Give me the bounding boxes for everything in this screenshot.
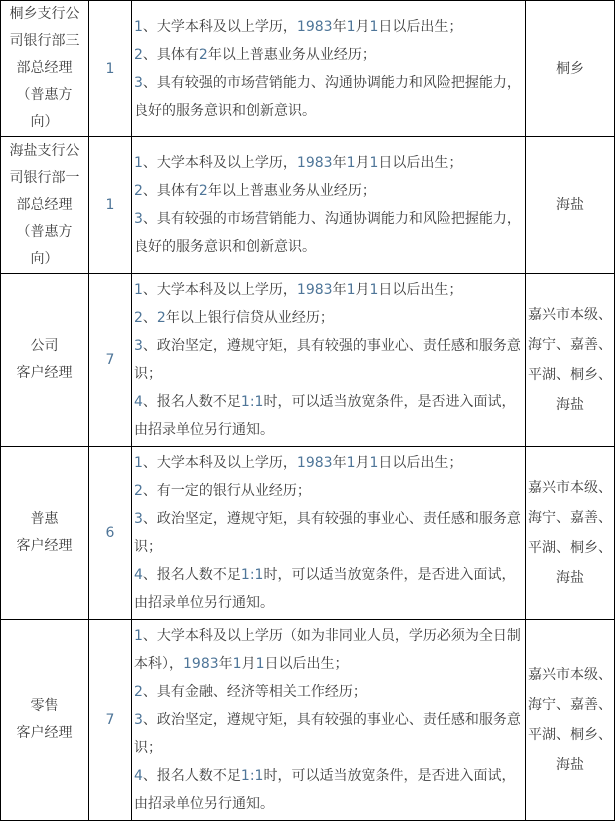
headcount-cell: [89, 274, 132, 447]
location-cell: [526, 620, 615, 821]
requirements-cell: [132, 447, 526, 620]
headcount-cell: [89, 447, 132, 620]
table-row: [1, 137, 615, 274]
requirements-text: 1、大学本科及以上学历，1983年1月1日以后出生； 2、有一定的银行从业经历； 3、政治坚定，遵规守矩，具有较强的事业心、责任感和服务意识； 4、报名人数不足1:1时，可以适当放宽条件，是否进入面试，由招录单位另行通知。: [134, 455, 521, 611]
position-text: 零售 客户经理: [16, 698, 73, 741]
headcount-value: 7: [105, 712, 115, 728]
headcount-value: 7: [105, 352, 115, 368]
location-cell: [526, 1, 615, 137]
headcount-cell: [89, 620, 132, 821]
table-row: [1, 274, 615, 447]
location-cell: [526, 137, 615, 274]
headcount-cell: [89, 137, 132, 274]
headcount-value: 1: [105, 60, 115, 77]
requirements-cell: [132, 1, 526, 137]
requirements-cell: [132, 620, 526, 821]
position-text: 普惠 客户经理: [16, 511, 73, 554]
position-cell: [1, 137, 89, 274]
position-cell: [1, 447, 89, 620]
location-text: 海盐: [556, 197, 584, 213]
location-cell: [526, 447, 615, 620]
requirements-text: 1、大学本科及以上学历（如为非同业人员，学历必须为全日制本科），1983年1月1日以后出生； 2、具有金融、经济等相关工作经历； 3、政治坚定，遵规守矩，具有较强的事业心、责任感和服务意识； 4、报名人数不足1:1时，可以适当放宽条件，是否进入面试，由招录单位另行通知。: [134, 628, 521, 812]
table-row: [1, 620, 615, 821]
requirements-cell: [132, 137, 526, 274]
location-cell: [526, 274, 615, 447]
position-cell: [1, 1, 89, 137]
position-text: 公司 客户经理: [16, 338, 73, 381]
headcount-cell: [89, 1, 132, 137]
table-row: [1, 447, 615, 620]
headcount-value: 1: [105, 197, 115, 213]
requirements-text: 1、大学本科及以上学历，1983年1月1日以后出生； 2、2年以上银行信贷从业经历； 3、政治坚定，遵规守矩，具有较强的事业心、责任感和服务意识； 4、报名人数不足1:1时，可以适当放宽条件，是否进入面试，由招录单位另行通知。: [134, 282, 521, 438]
position-cell: [1, 274, 89, 447]
table-row: [1, 1, 615, 137]
location-text: 嘉兴市本级、 海宁、嘉善、 平湖、桐乡、 海盐: [528, 480, 612, 586]
position-text: 海盐支行公 司银行部一 部总经理 （普惠方 向）: [9, 142, 80, 267]
headcount-value: 6: [105, 525, 115, 541]
location-text: 嘉兴市本级、 海宁、嘉善、 平湖、桐乡、 海盐: [528, 307, 612, 413]
position-text: 桐乡支行公 司银行部三 部总经理 （普惠方 向）: [9, 6, 80, 130]
requirements-cell: [132, 274, 526, 447]
location-text: 嘉兴市本级、 海宁、嘉善、 平湖、桐乡、 海盐: [528, 667, 612, 773]
requirements-text: 1、大学本科及以上学历，1983年1月1日以后出生； 2、具体有2年以上普惠业务从业经历； 3、具有较强的市场营销能力、沟通协调能力和风险把握能力，良好的服务意识和创新意识。: [134, 155, 521, 255]
requirements-text: 1、大学本科及以上学历，1983年1月1日以后出生； 2、具体有2年以上普惠业务从业经历； 3、具有较强的市场营销能力、沟通协调能力和风险把握能力，良好的服务意识和创新意识。: [134, 18, 521, 119]
location-text: 桐乡: [556, 60, 584, 77]
position-cell: [1, 620, 89, 821]
